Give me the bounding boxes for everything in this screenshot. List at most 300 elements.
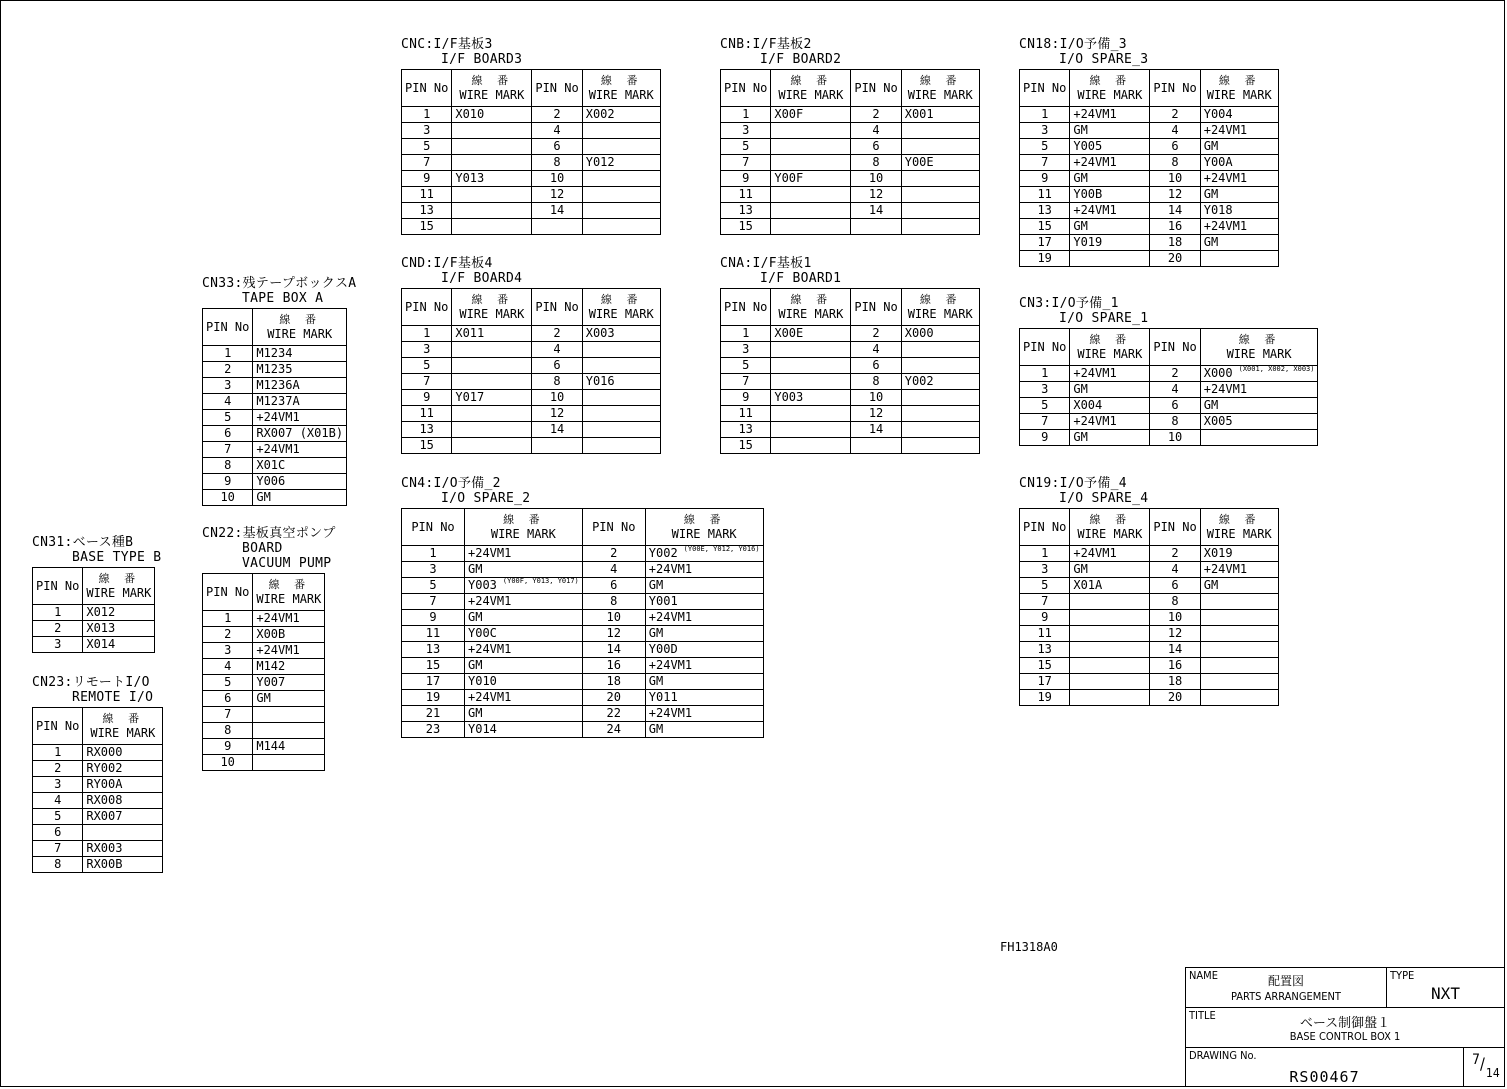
- wire-mark: +24VM1: [645, 610, 763, 626]
- table-row: [1020, 430, 1318, 446]
- wire-mark: Y002: [901, 374, 979, 390]
- pin-number: 4: [532, 342, 582, 358]
- wire-mark: Y003 (Y00F, Y013, Y017): [465, 578, 583, 594]
- wire-mark: [901, 187, 979, 203]
- table-header: [1020, 70, 1279, 107]
- wire-mark: Y019: [1070, 235, 1150, 251]
- connector-title: CN31:ベース種B BASE TYPE B: [32, 535, 162, 565]
- pin-number: 10: [532, 171, 582, 187]
- wire-mark: X000: [901, 326, 979, 342]
- pin-number: 9: [1020, 430, 1070, 446]
- pin-number: 15: [1020, 658, 1070, 674]
- pin-number: 19: [1020, 251, 1070, 267]
- wire-mark: [1200, 642, 1278, 658]
- pin-number: 11: [1020, 187, 1070, 203]
- wire-mark: [582, 406, 660, 422]
- table-row: [721, 342, 980, 358]
- wire-mark: M1235: [253, 362, 347, 378]
- wire-mark: [452, 422, 532, 438]
- table-row: [1020, 642, 1279, 658]
- pin-number: 4: [582, 562, 645, 578]
- pin-number: 12: [532, 187, 582, 203]
- wire-mark: Y002 (Y00E, Y012, Y016): [645, 546, 763, 562]
- wire-number-jp-label: 線 番: [471, 293, 513, 306]
- pin-number: 22: [582, 706, 645, 722]
- pin-no-header: PIN No: [402, 509, 465, 546]
- wire-mark: [901, 171, 979, 187]
- wire-mark: [901, 422, 979, 438]
- table-row: [721, 203, 980, 219]
- pin-number: 10: [851, 171, 901, 187]
- table-row: [402, 706, 764, 722]
- table-header: [203, 309, 347, 346]
- pin-number: 12: [851, 406, 901, 422]
- pin-number: 9: [721, 390, 771, 406]
- pin-table: [401, 69, 661, 235]
- table-row: [1020, 610, 1279, 626]
- pin-no-header: PIN No: [1020, 329, 1070, 366]
- wire-number-jp-label: 線 番: [279, 313, 321, 326]
- pin-no-header: PIN No: [721, 70, 771, 107]
- wire-mark: [452, 406, 532, 422]
- pin-number: 13: [402, 422, 452, 438]
- pin-number: 5: [203, 410, 253, 426]
- wire-mark: [1200, 594, 1278, 610]
- wire-mark-label: WIRE MARK: [778, 307, 844, 321]
- connector-cn22: [202, 526, 336, 771]
- wire-mark: Y016: [582, 374, 660, 390]
- pin-number: 9: [402, 171, 452, 187]
- pin-number: 1: [33, 605, 83, 621]
- pin-table: [401, 288, 661, 454]
- wire-mark: GM: [1200, 578, 1278, 594]
- reference-code: FH1318A0: [1000, 940, 1058, 954]
- pin-number: 4: [851, 123, 901, 139]
- table-row: [402, 626, 764, 642]
- wire-mark: [452, 342, 532, 358]
- pin-number: 19: [1020, 690, 1070, 706]
- wire-mark: Y001: [645, 594, 763, 610]
- table-row: [33, 793, 163, 809]
- pin-number: 14: [532, 422, 582, 438]
- wire-number-jp-label: 線 番: [1089, 333, 1131, 346]
- table-row: [721, 187, 980, 203]
- pin-number: 13: [721, 203, 771, 219]
- wire-mark: Y014: [465, 722, 583, 738]
- wire-mark: [771, 139, 851, 155]
- connector-title: CN33:残テープボックスA TAPE BOX A: [202, 276, 357, 306]
- table-row: [1020, 382, 1318, 398]
- pin-number: 18: [582, 674, 645, 690]
- wire-mark-header: [582, 70, 660, 107]
- table-row: [203, 378, 347, 394]
- wire-mark: X014: [83, 637, 155, 653]
- table-row: [203, 394, 347, 410]
- pin-number: [851, 219, 901, 235]
- wire-mark-header: [1070, 329, 1150, 366]
- wire-mark-header: [771, 289, 851, 326]
- table-header: [402, 289, 661, 326]
- wire-mark: [452, 123, 532, 139]
- pin-number: 1: [402, 546, 465, 562]
- table-row: [1020, 578, 1279, 594]
- connector-title: CN18:I/O予備_3 I/O SPARE_3: [1019, 37, 1149, 67]
- table-row: [33, 809, 163, 825]
- pin-number: 6: [1150, 398, 1200, 414]
- wire-mark: [582, 123, 660, 139]
- wire-mark: X019: [1200, 546, 1278, 562]
- table-row: [402, 342, 661, 358]
- table-row: [402, 107, 661, 123]
- table-row: [402, 390, 661, 406]
- table-row: [402, 722, 764, 738]
- pin-number: 8: [851, 374, 901, 390]
- pin-table: [1019, 69, 1279, 267]
- pin-number: 9: [721, 171, 771, 187]
- wire-mark-header: [83, 708, 163, 745]
- pin-number: 3: [1020, 562, 1070, 578]
- wire-mark: [1200, 674, 1278, 690]
- sheet-number: 7: [1472, 1052, 1481, 1068]
- connector-title: CN23:リモートI/O REMOTE I/O: [32, 675, 154, 705]
- pin-number: 6: [1150, 578, 1200, 594]
- wire-mark-header: [771, 70, 851, 107]
- wire-mark: +24VM1: [645, 562, 763, 578]
- wire-mark: RY002: [83, 761, 163, 777]
- pin-number: 16: [1150, 219, 1200, 235]
- wire-mark: X012: [83, 605, 155, 621]
- wire-mark: [452, 139, 532, 155]
- wire-number-jp-label: 線 番: [600, 293, 642, 306]
- wire-mark: [1070, 690, 1150, 706]
- pin-number: 6: [1150, 139, 1200, 155]
- wire-mark-label: WIRE MARK: [1077, 527, 1143, 541]
- pin-number: 6: [582, 578, 645, 594]
- pin-number: 18: [1150, 674, 1200, 690]
- table-row: [33, 621, 155, 637]
- pin-number: 14: [851, 203, 901, 219]
- wire-mark: +24VM1: [253, 611, 325, 627]
- wire-note: (Y00F, Y013, Y017): [502, 577, 579, 585]
- wire-mark: [452, 187, 532, 203]
- table-row: [203, 474, 347, 490]
- wire-mark: X00F: [771, 107, 851, 123]
- pin-number: 3: [721, 123, 771, 139]
- wire-mark: [901, 123, 979, 139]
- pin-number: 2: [532, 107, 582, 123]
- table-row: [203, 410, 347, 426]
- table-header: [721, 289, 980, 326]
- table-row: [402, 187, 661, 203]
- pin-number: 4: [203, 394, 253, 410]
- pin-number: 7: [33, 841, 83, 857]
- wire-mark: M1234: [253, 346, 347, 362]
- wire-mark: +24VM1: [465, 690, 583, 706]
- wire-mark: +24VM1: [1070, 546, 1150, 562]
- pin-number: 8: [582, 594, 645, 610]
- wire-mark: Y003: [771, 390, 851, 406]
- connector-title: CNA:I/F基板1 I/F BOARD1: [720, 256, 842, 286]
- pin-number: 3: [33, 777, 83, 793]
- wire-mark: Y00C: [465, 626, 583, 642]
- pin-number: 4: [1150, 382, 1200, 398]
- wire-mark: +24VM1: [1070, 203, 1150, 219]
- wire-mark: +24VM1: [253, 442, 347, 458]
- table-row: [1020, 626, 1279, 642]
- pin-number: 8: [33, 857, 83, 873]
- wire-number-jp-label: 線 番: [268, 578, 310, 591]
- connector-title: CN22:基板真空ポンプ BOARD VACUUM PUMP: [202, 526, 336, 571]
- wire-mark-header: [1200, 329, 1318, 366]
- table-row: [721, 139, 980, 155]
- pin-number: 3: [402, 342, 452, 358]
- wire-mark: [83, 825, 163, 841]
- pin-number: 2: [203, 362, 253, 378]
- table-row: [203, 346, 347, 362]
- pin-no-header: PIN No: [532, 70, 582, 107]
- drawing-number: RS00467: [1289, 1068, 1360, 1086]
- pin-number: [532, 438, 582, 454]
- wire-mark: GM: [1070, 123, 1150, 139]
- wire-mark: [582, 219, 660, 235]
- wire-mark: [582, 139, 660, 155]
- table-row: [402, 123, 661, 139]
- table-row: [203, 739, 325, 755]
- wire-mark: [452, 374, 532, 390]
- connector-cnc: [401, 37, 661, 235]
- table-row: [203, 691, 325, 707]
- pin-number: 7: [721, 374, 771, 390]
- pin-number: 10: [851, 390, 901, 406]
- wire-mark-label: WIRE MARK: [907, 307, 973, 321]
- wire-mark: [901, 219, 979, 235]
- connector-cn3: [1019, 296, 1318, 446]
- connector-cnb: [720, 37, 980, 235]
- wire-mark: +24VM1: [1200, 382, 1318, 398]
- wire-mark: [452, 203, 532, 219]
- pin-number: 7: [1020, 155, 1070, 171]
- pin-no-header: PIN No: [203, 309, 253, 346]
- title-cell: TITLE ベース制御盤１ BASE CONTROL BOX 1: [1186, 1008, 1504, 1048]
- pin-number: 8: [532, 374, 582, 390]
- wire-mark-header: [253, 309, 347, 346]
- wire-mark-label: WIRE MARK: [907, 88, 973, 102]
- pin-number: 4: [33, 793, 83, 809]
- wire-mark-header: [901, 70, 979, 107]
- wire-mark: [582, 171, 660, 187]
- pin-number: 8: [851, 155, 901, 171]
- pin-number: 2: [532, 326, 582, 342]
- wire-mark: X01C: [253, 458, 347, 474]
- wire-mark: GM: [1070, 562, 1150, 578]
- wire-mark: [901, 139, 979, 155]
- wire-mark-header: [582, 289, 660, 326]
- wire-mark-header: [1070, 509, 1150, 546]
- table-row: [1020, 187, 1279, 203]
- wire-mark: [901, 358, 979, 374]
- wire-number-jp-label: 線 番: [471, 74, 513, 87]
- pin-table: [202, 308, 347, 506]
- pin-number: 12: [851, 187, 901, 203]
- wire-mark: GM: [1200, 398, 1318, 414]
- wire-mark: [1070, 610, 1150, 626]
- table-row: [33, 825, 163, 841]
- pin-no-header: PIN No: [1150, 70, 1200, 107]
- pin-number: 13: [402, 642, 465, 658]
- pin-number: 1: [721, 107, 771, 123]
- wire-mark: Y010: [465, 674, 583, 690]
- pin-table: [1019, 328, 1318, 446]
- table-row: [402, 610, 764, 626]
- wire-mark: [771, 342, 851, 358]
- table-row: [402, 422, 661, 438]
- pin-number: 17: [402, 674, 465, 690]
- wire-mark: [582, 358, 660, 374]
- pin-number: 4: [532, 123, 582, 139]
- wire-mark: +24VM1: [1200, 171, 1278, 187]
- wire-mark: +24VM1: [1070, 155, 1150, 171]
- wire-mark: GM: [1070, 382, 1150, 398]
- name-en: PARTS ARRANGEMENT: [1231, 990, 1341, 1003]
- pin-number: 3: [1020, 382, 1070, 398]
- pin-number: 11: [402, 187, 452, 203]
- table-row: [1020, 594, 1279, 610]
- pin-number: 2: [851, 326, 901, 342]
- wire-mark-label: WIRE MARK: [1206, 88, 1272, 102]
- wire-mark: [771, 219, 851, 235]
- pin-number: 3: [402, 123, 452, 139]
- pin-number: 23: [402, 722, 465, 738]
- pin-number: 13: [1020, 203, 1070, 219]
- wire-mark: Y00B: [1070, 187, 1150, 203]
- pin-number: 17: [1020, 674, 1070, 690]
- pin-number: 1: [1020, 546, 1070, 562]
- wire-mark: RX00B: [83, 857, 163, 873]
- wire-mark-label: WIRE MARK: [671, 527, 737, 541]
- pin-number: 5: [1020, 398, 1070, 414]
- pin-table: [720, 288, 980, 454]
- pin-no-header: PIN No: [402, 289, 452, 326]
- wire-mark: [1200, 430, 1318, 446]
- connector-cna: [720, 256, 980, 454]
- sheet-slash: /: [1480, 1054, 1485, 1073]
- pin-number: 10: [203, 490, 253, 506]
- wire-mark: Y012: [582, 155, 660, 171]
- wire-mark: M1237A: [253, 394, 347, 410]
- wire-mark: GM: [253, 691, 325, 707]
- wire-mark: [1070, 674, 1150, 690]
- wire-mark: X011: [452, 326, 532, 342]
- sheet-cell: [1464, 1048, 1504, 1086]
- pin-no-header: PIN No: [582, 509, 645, 546]
- table-header: [203, 574, 325, 611]
- title-en: BASE CONTROL BOX 1: [1289, 1030, 1401, 1043]
- pin-number: 16: [582, 658, 645, 674]
- wire-number-jp-label: 線 番: [1089, 74, 1131, 87]
- pin-number: 3: [721, 342, 771, 358]
- connector-title: CN19:I/O予備_4 I/O SPARE_4: [1019, 476, 1149, 506]
- table-header: [1020, 509, 1279, 546]
- pin-number: 12: [1150, 626, 1200, 642]
- wire-mark: +24VM1: [253, 643, 325, 659]
- wire-mark: [1070, 658, 1150, 674]
- wire-mark: RX007 (X01B): [253, 426, 347, 442]
- pin-number: 20: [1150, 251, 1200, 267]
- table-row: [203, 643, 325, 659]
- table-row: [1020, 123, 1279, 139]
- wire-mark: +24VM1: [1200, 562, 1278, 578]
- pin-number: 13: [721, 422, 771, 438]
- pin-number: 15: [1020, 219, 1070, 235]
- pin-number: 9: [402, 390, 452, 406]
- pin-number: 13: [402, 203, 452, 219]
- table-row: [33, 637, 155, 653]
- pin-number: 2: [33, 621, 83, 637]
- wire-mark: [1200, 610, 1278, 626]
- pin-no-header: PIN No: [1150, 329, 1200, 366]
- wire-mark: [1200, 658, 1278, 674]
- pin-number: 3: [203, 643, 253, 659]
- pin-number: 3: [33, 637, 83, 653]
- wire-mark: +24VM1: [1200, 219, 1278, 235]
- pin-number: 6: [851, 358, 901, 374]
- wire-mark: GM: [1200, 139, 1278, 155]
- pin-no-header: PIN No: [203, 574, 253, 611]
- wire-mark-label: WIRE MARK: [267, 327, 333, 341]
- table-header: [721, 70, 980, 107]
- wire-mark: [771, 374, 851, 390]
- wire-mark: RX007: [83, 809, 163, 825]
- table-header: [402, 509, 764, 546]
- wire-number-jp-label: 線 番: [683, 513, 725, 526]
- table-row: [203, 723, 325, 739]
- wire-mark: Y017: [452, 390, 532, 406]
- wire-mark: +24VM1: [1070, 414, 1150, 430]
- pin-number: 2: [1150, 366, 1200, 382]
- wire-mark: GM: [1200, 235, 1278, 251]
- wire-mark: X003: [582, 326, 660, 342]
- wire-mark: [901, 203, 979, 219]
- pin-number: 14: [532, 203, 582, 219]
- pin-number: 5: [402, 578, 465, 594]
- connector-title: CND:I/F基板4 I/F BOARD4: [401, 256, 523, 286]
- table-row: [1020, 414, 1318, 430]
- wire-mark: RX000: [83, 745, 163, 761]
- wire-mark: [582, 390, 660, 406]
- pin-number: 11: [402, 406, 452, 422]
- pin-number: 15: [402, 658, 465, 674]
- wire-mark-label: WIRE MARK: [1077, 88, 1143, 102]
- wire-mark: +24VM1: [1070, 107, 1150, 123]
- table-row: [721, 107, 980, 123]
- pin-table: [202, 573, 325, 771]
- table-row: [1020, 674, 1279, 690]
- wire-mark: [1070, 594, 1150, 610]
- wire-mark-label: WIRE MARK: [90, 726, 156, 740]
- wire-number-jp-label: 線 番: [790, 74, 832, 87]
- wire-mark: X00B: [253, 627, 325, 643]
- pin-number: 5: [1020, 139, 1070, 155]
- pin-number: 20: [1150, 690, 1200, 706]
- pin-number: 13: [1020, 642, 1070, 658]
- wire-mark: RX003: [83, 841, 163, 857]
- wire-mark: [1200, 626, 1278, 642]
- wire-mark: [1070, 642, 1150, 658]
- wire-mark-label: WIRE MARK: [588, 307, 654, 321]
- pin-table: [720, 69, 980, 235]
- pin-number: 6: [851, 139, 901, 155]
- wire-mark: GM: [465, 706, 583, 722]
